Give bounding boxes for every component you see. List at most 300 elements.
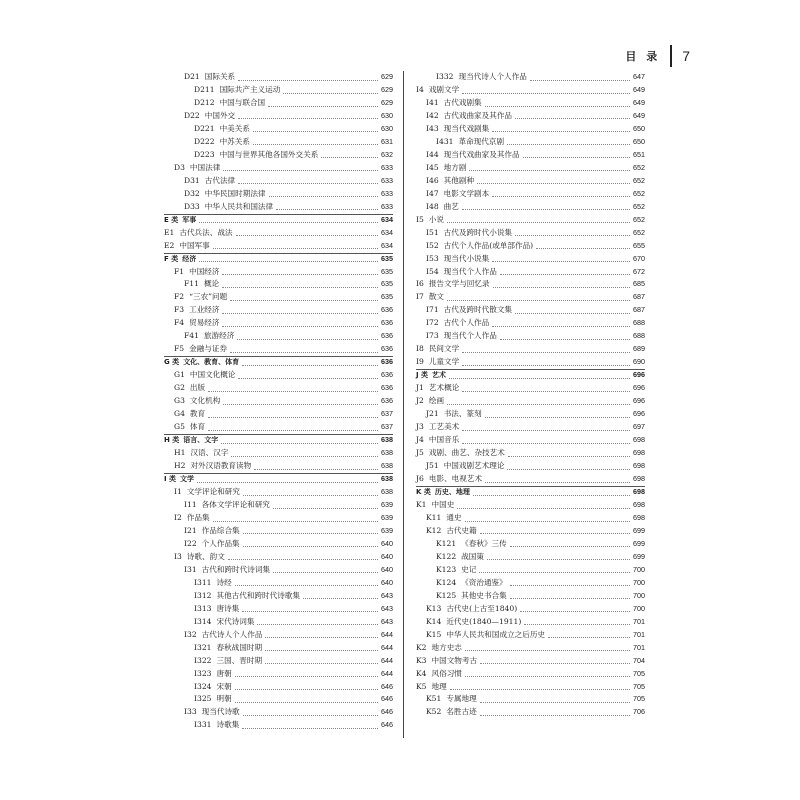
dot-leader [462, 93, 630, 94]
entry-title: 现当代诗人个人作品 [458, 71, 527, 81]
dot-leader [485, 417, 630, 418]
dot-leader [515, 118, 630, 119]
dot-leader [462, 352, 630, 353]
dot-leader [480, 702, 630, 703]
entry-code: I53 [426, 253, 439, 263]
entry-title: 史记 [461, 564, 477, 574]
entry-page-number: 699 [633, 525, 645, 535]
toc-entry [164, 227, 393, 240]
entry-page-number: 633 [381, 175, 393, 185]
dot-leader [462, 365, 630, 366]
entry-title: 电影、电视艺术 [428, 474, 483, 484]
entry-title: 中国外交 [204, 110, 236, 120]
toc-entry [416, 590, 645, 603]
dot-leader [457, 508, 630, 509]
entry-page-number: 670 [633, 253, 645, 263]
dot-leader [465, 650, 630, 651]
dot-leader [238, 378, 378, 379]
entry-page-number: 690 [633, 357, 645, 367]
dot-leader [487, 559, 630, 560]
toc-entry [416, 84, 645, 97]
entry-page-number: 696 [633, 383, 645, 393]
entry-title: 地方史志 [431, 642, 462, 652]
entry-page-number: 640 [381, 538, 393, 548]
entry-title: 现当代戏剧集 [443, 123, 490, 133]
toc-entry [164, 719, 393, 732]
entry-page-number: 643 [381, 603, 393, 613]
entry-page-number: 629 [381, 71, 393, 81]
entry-page-number: 634 [381, 227, 393, 237]
entry-title: 绘画 [428, 396, 445, 406]
entry-code: K2 [416, 642, 427, 652]
entry-code: J21 [426, 409, 439, 419]
entry-page-number: 652 [633, 175, 645, 185]
entry-code: I2 [174, 512, 182, 522]
dot-leader [222, 326, 378, 327]
entry-title: 宋朝 [216, 681, 232, 691]
entry-code: J6 [416, 474, 424, 484]
entry-title: 体育 [189, 422, 206, 432]
dot-leader [508, 456, 630, 457]
entry-title: 工业经济 [189, 305, 220, 315]
entry-page-number: 636 [381, 305, 393, 315]
entry-page-number: 685 [633, 279, 645, 289]
toc-entry [416, 175, 645, 188]
dot-leader [238, 80, 378, 81]
dot-leader [548, 637, 630, 638]
entry-title: 电影文学剧本 [443, 188, 490, 198]
toc-entry [416, 538, 645, 551]
entry-code: I325 [194, 694, 212, 704]
entry-title: 古代戏剧集 [443, 97, 482, 107]
entry-title: 名胜古迹 [446, 707, 477, 717]
dot-leader [479, 572, 630, 573]
entry-title: 诗歌集 [216, 720, 240, 730]
entry-code: J4 [416, 435, 424, 445]
dot-leader [462, 209, 630, 210]
dot-leader [199, 261, 378, 262]
entry-code: I8 [416, 344, 424, 354]
toc-entry [416, 499, 645, 512]
entry-code: I4 [416, 84, 424, 94]
entry-title: 国际关系 [204, 71, 236, 81]
toc-entry [164, 266, 393, 279]
entry-title: 《资治通鉴》 [461, 577, 507, 587]
entry-title: 儿童文学 [428, 357, 460, 367]
entry-page-number: 697 [633, 422, 645, 432]
dot-leader [500, 339, 630, 340]
entry-code: I41 [426, 97, 439, 107]
toc-category-entry [416, 369, 645, 382]
dot-leader [507, 144, 630, 145]
entry-title: 中华民国时期法律 [204, 188, 266, 198]
entry-code: J2 [416, 396, 424, 406]
page-number: 7 [682, 48, 690, 64]
entry-code: I71 [426, 305, 439, 315]
entry-title: 古代个人作品 [443, 318, 490, 328]
entry-page-number: 634 [381, 240, 393, 250]
toc-entry [416, 629, 645, 642]
toc-entry [416, 356, 645, 369]
entry-page-number: 650 [633, 123, 645, 133]
dot-leader [493, 287, 630, 288]
toc-entry [164, 240, 393, 253]
entry-title: 出版 [189, 383, 206, 393]
toc-entry [416, 253, 645, 266]
entry-page-number: 637 [381, 409, 393, 419]
entry-code: K5 [416, 681, 427, 691]
entry-page-number: 687 [633, 305, 645, 315]
entry-code: I323 [194, 668, 212, 678]
toc-entry [416, 681, 645, 694]
entry-code: D222 [194, 136, 215, 146]
entry-title: 历史、地理 [434, 487, 470, 496]
entry-title: 文学 [180, 475, 195, 484]
toc-entry [416, 447, 645, 460]
dot-leader [213, 521, 378, 522]
dot-leader [197, 482, 378, 483]
entry-page-number: 652 [633, 188, 645, 198]
entry-page-number: 705 [633, 668, 645, 678]
entry-page-number: 635 [381, 253, 393, 263]
entry-title: 现当代戏曲家及其作品 [443, 149, 520, 159]
entry-page-number: 637 [381, 422, 393, 432]
entry-code: K52 [426, 707, 442, 717]
toc-entry [416, 227, 645, 240]
entry-title: 中国军事 [179, 240, 210, 250]
entry-code: K4 [416, 668, 427, 678]
entry-code: F4 [174, 318, 185, 328]
toc-entry [164, 369, 393, 382]
dot-leader [243, 546, 378, 547]
entry-code: E2 [164, 240, 175, 250]
toc-entry [416, 460, 645, 473]
entry-title: 戏剧文学 [428, 84, 460, 94]
toc-entry [164, 447, 393, 460]
entry-title: 教育 [189, 409, 206, 419]
dot-leader [469, 170, 630, 171]
entry-title: 概论 [203, 279, 220, 289]
entry-code: I431 [436, 136, 454, 146]
dot-leader [321, 157, 378, 158]
entry-code: K 类 [416, 487, 431, 496]
entry-title: 报告文学与回忆录 [428, 279, 490, 289]
toc-entry [416, 512, 645, 525]
entry-page-number: 640 [381, 564, 393, 574]
entry-title: 中国与联合国 [219, 97, 266, 107]
toc-entry [164, 408, 393, 421]
entry-code: I73 [426, 331, 439, 341]
toc-entry [164, 668, 393, 681]
entry-title: 中国与世界其他各国外交关系 [219, 149, 319, 159]
entry-code: G2 [174, 383, 185, 393]
toc-entry [416, 603, 645, 616]
dot-leader [492, 326, 630, 327]
entry-code: J 类 [416, 371, 429, 380]
entry-page-number: 650 [633, 136, 645, 146]
dot-leader [242, 728, 378, 729]
entry-code: I48 [426, 201, 439, 211]
entry-code: I3 [174, 551, 182, 561]
page-header [625, 44, 690, 68]
entry-title: 国际共产主义运动 [219, 84, 281, 94]
dot-leader [500, 274, 630, 275]
entry-title: 中国经济 [189, 266, 220, 276]
dot-leader [265, 650, 378, 651]
dot-leader [265, 637, 378, 638]
entry-page-number: 696 [633, 396, 645, 406]
toc-entry [164, 681, 393, 694]
entry-title: 金融与证券 [189, 344, 228, 354]
entry-title: 地方剧 [443, 162, 467, 172]
dot-leader [235, 702, 378, 703]
toc-entry [416, 421, 645, 434]
entry-page-number: 672 [633, 266, 645, 276]
entry-title: 通史 [446, 512, 462, 522]
entry-title: 小说 [428, 214, 445, 224]
entry-title: 宋代诗词集 [216, 616, 255, 626]
entry-page-number: 701 [633, 616, 645, 626]
entry-code: I312 [194, 590, 212, 600]
toc-entry [164, 201, 393, 214]
entry-page-number: 687 [633, 292, 645, 302]
dot-leader [243, 715, 378, 716]
entry-code: I321 [194, 642, 212, 652]
entry-title: 古代兵法、战法 [179, 227, 233, 237]
entry-code: F2 [174, 292, 185, 302]
toc-entry [164, 291, 393, 304]
dot-leader [507, 469, 630, 470]
entry-title: 军事 [182, 215, 197, 224]
dot-leader [450, 689, 630, 690]
entry-code: K123 [436, 564, 457, 574]
toc-entry [164, 694, 393, 707]
dot-leader [222, 313, 378, 314]
toc-entry [164, 512, 393, 525]
dot-leader [492, 196, 630, 197]
header-divider [670, 45, 672, 67]
entry-page-number: 652 [633, 201, 645, 211]
toc-entry [416, 551, 645, 564]
toc-entry [416, 123, 645, 136]
entry-title: 中国文化概论 [189, 370, 236, 380]
toc-entry [416, 97, 645, 110]
entry-code: K13 [426, 603, 442, 613]
entry-title: 艺术 [432, 371, 447, 380]
toc-entry [164, 343, 393, 356]
entry-title: 戏剧、曲艺、杂技艺术 [428, 448, 505, 458]
toc-entry [164, 499, 393, 512]
entry-page-number: 633 [381, 188, 393, 198]
entry-page-number: 635 [381, 292, 393, 302]
toc-entry [164, 149, 393, 162]
entry-page-number: 704 [633, 655, 645, 665]
entry-title: 古代法律 [204, 175, 236, 185]
toc-entry [164, 304, 393, 317]
entry-page-number: 635 [381, 279, 393, 289]
toc-column-left [164, 71, 393, 732]
entry-title: 贸易经济 [189, 318, 220, 328]
toc-entry [416, 694, 645, 707]
entry-page-number: 629 [381, 84, 393, 94]
dot-leader [510, 546, 630, 547]
entry-code: F 类 [164, 254, 179, 263]
entry-page-number: 629 [381, 97, 393, 107]
dot-leader [477, 183, 630, 184]
dot-leader [449, 378, 630, 379]
entry-code: G 类 [164, 358, 180, 367]
entry-code: I1 [174, 486, 182, 496]
dot-leader [485, 482, 630, 483]
dot-leader [208, 430, 378, 431]
toc-entry [164, 655, 393, 668]
entry-page-number: 698 [633, 474, 645, 484]
entry-title: 古代史(上古至1840) [446, 603, 518, 613]
entry-title: 专属地理 [446, 694, 477, 704]
entry-code: J5 [416, 448, 424, 458]
toc-entry [164, 564, 393, 577]
entry-page-number: 698 [633, 512, 645, 522]
toc-entry [164, 538, 393, 551]
dot-leader [238, 118, 378, 119]
toc-entry [416, 408, 645, 421]
entry-page-number: 630 [381, 110, 393, 120]
entry-code: D3 [174, 162, 185, 172]
dot-leader [462, 443, 630, 444]
entry-page-number: 699 [633, 538, 645, 548]
entry-title: 诗歌、韵文 [186, 551, 225, 561]
entry-title: 古代及跨时代小说集 [443, 227, 513, 237]
dot-leader [235, 689, 378, 690]
entry-page-number: 701 [633, 629, 645, 639]
dot-leader [242, 611, 378, 612]
entry-page-number: 636 [381, 318, 393, 328]
entry-code: F3 [174, 305, 185, 315]
entry-code: H2 [174, 461, 186, 471]
toc-category-entry [164, 253, 393, 266]
toc-entry [164, 395, 393, 408]
column-divider [403, 71, 404, 738]
entry-code: I32 [184, 629, 197, 639]
entry-title: 中华人民共和国成立之后历史 [446, 629, 546, 639]
entry-page-number: 640 [381, 577, 393, 587]
entry-code: G1 [174, 370, 185, 380]
entry-page-number: 636 [381, 357, 393, 367]
entry-code: K3 [416, 655, 427, 665]
entry-title: 《春秋》三传 [461, 538, 507, 548]
dot-leader [269, 196, 378, 197]
entry-code: E 类 [164, 215, 179, 224]
toc-entry [164, 525, 393, 538]
entry-code: I54 [426, 266, 439, 276]
entry-page-number: 652 [633, 162, 645, 172]
toc-entry [416, 616, 645, 629]
entry-page-number: 644 [381, 629, 393, 639]
toc-entry [164, 123, 393, 136]
dot-leader [254, 469, 378, 470]
dot-leader [480, 715, 630, 716]
toc-entry [416, 655, 645, 668]
entry-code: I46 [426, 175, 439, 185]
entry-title: 书法、篆刻 [443, 409, 482, 419]
entry-code: I331 [194, 720, 212, 730]
entry-title: 作品集 [186, 512, 210, 522]
dot-leader [465, 521, 630, 522]
toc-entry [416, 642, 645, 655]
toc-entry [416, 149, 645, 162]
dot-leader [465, 676, 630, 677]
entry-title: 汉语、汉字 [190, 448, 229, 458]
dot-leader [208, 417, 378, 418]
entry-code: I22 [184, 538, 197, 548]
entry-title: 三国、晋时期 [216, 655, 263, 665]
entry-page-number: 640 [381, 551, 393, 561]
toc-entry [164, 486, 393, 499]
toc-entry [416, 317, 645, 330]
dot-leader [257, 624, 378, 625]
entry-code: K12 [426, 525, 442, 535]
entry-page-number: 646 [381, 720, 393, 730]
entry-code: I7 [416, 292, 424, 302]
dot-leader [230, 352, 378, 353]
entry-code: G4 [174, 409, 185, 419]
dot-leader [213, 248, 378, 249]
entry-title: 古代和跨时代诗词集 [201, 564, 271, 574]
entry-code: K11 [426, 512, 442, 522]
entry-page-number: 631 [381, 136, 393, 146]
entry-page-number: 701 [633, 642, 645, 652]
entry-page-number: 634 [381, 214, 393, 224]
toc-entry [164, 162, 393, 175]
entry-title: 其他古代和跨时代诗歌集 [216, 590, 301, 600]
entry-page-number: 651 [633, 149, 645, 159]
dot-leader [221, 443, 378, 444]
entry-title: 曲艺 [443, 201, 459, 211]
entry-title: 语言、文字 [183, 436, 219, 445]
toc-entry [416, 343, 645, 356]
toc-entry [164, 188, 393, 201]
entry-code: D21 [184, 71, 200, 81]
entry-code: I313 [194, 603, 212, 613]
entry-page-number: 644 [381, 668, 393, 678]
entry-code: I9 [416, 357, 424, 367]
toc-entry [164, 84, 393, 97]
entry-code: J1 [416, 383, 424, 393]
entry-title: 唐诗集 [216, 603, 240, 613]
toc-category-entry [164, 434, 393, 447]
dot-leader [268, 106, 378, 107]
entry-code: I332 [436, 71, 454, 81]
toc-entry [416, 110, 645, 123]
toc-entry [416, 240, 645, 253]
entry-code: E1 [164, 227, 175, 237]
entry-code: F41 [184, 331, 199, 341]
toc-entry [164, 175, 393, 188]
entry-title: 诗经 [216, 577, 232, 587]
dot-leader [230, 300, 378, 301]
dot-leader [238, 183, 378, 184]
toc-entry [164, 603, 393, 616]
entry-page-number: 635 [381, 266, 393, 276]
entry-title: 古代史籍 [446, 525, 477, 535]
toc-entry [164, 590, 393, 603]
dot-leader [223, 404, 378, 405]
toc-entry [416, 71, 645, 84]
entry-code: D212 [194, 97, 215, 107]
toc-entry [416, 473, 645, 486]
entry-page-number: 639 [381, 512, 393, 522]
entry-title: 现当代诗歌 [201, 707, 240, 717]
